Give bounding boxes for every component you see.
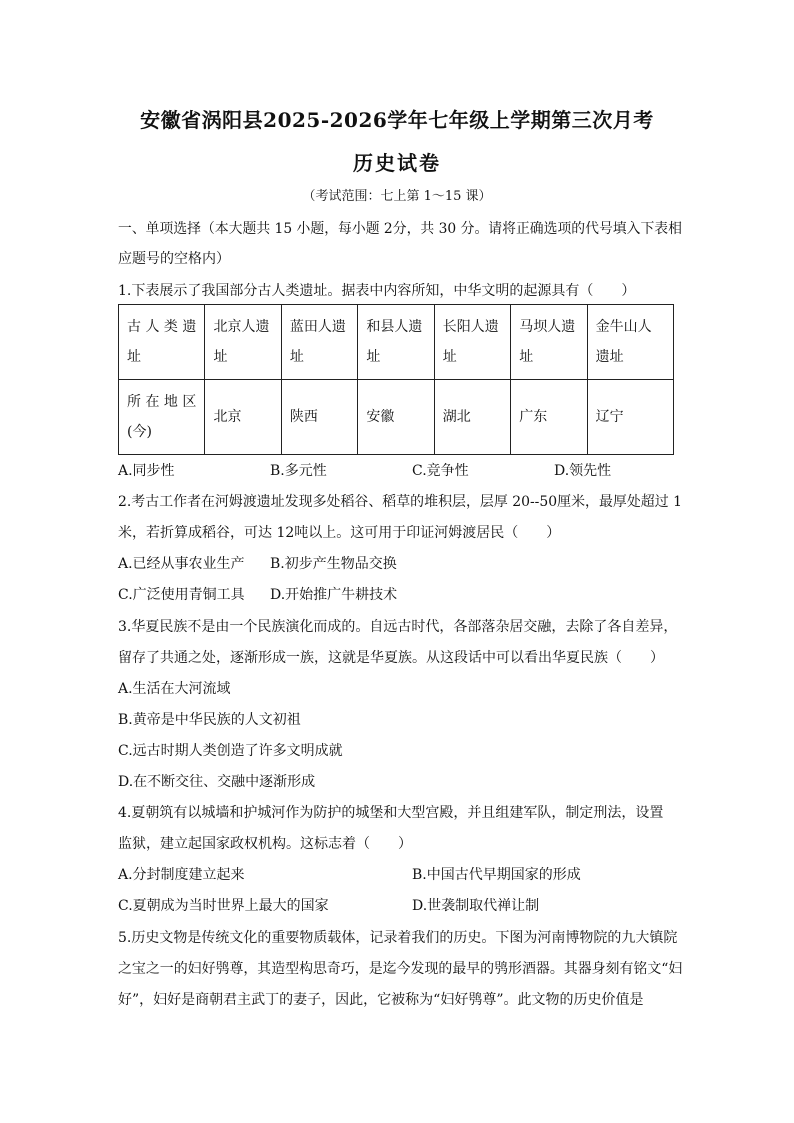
q1-sites-table	[118, 304, 674, 455]
table-cell: 长阳人遗址	[434, 305, 510, 380]
q2-stem-line2: 米，若折算成稻谷，可达 12吨以上。这可用于印证河姆渡居民（ ）	[118, 525, 561, 541]
q1-option-c: C.竞争性	[412, 463, 469, 479]
table-cell: 和县人遗址	[358, 305, 434, 380]
table-cell: 北京	[205, 380, 281, 455]
table-row	[119, 305, 674, 380]
q5-stem-line3: 好”，妇好是商朝君主武丁的妻子，因此，它被称为“妇好鸮尊”。此文物的历史价值是	[118, 992, 644, 1008]
q4-stem-line2: 监狱，建立起国家政权机构。这标志着（ ）	[118, 836, 412, 852]
q2-option-c: C.广泛使用青铜工具	[118, 587, 245, 603]
table-cell: 所 在 地 区(今)	[119, 380, 205, 455]
q1-option-b: B.多元性	[270, 463, 327, 479]
table-row	[119, 380, 674, 455]
q5-stem-line2: 之宝之一的妇好鸮尊，其造型构思奇巧，是迄今发现的最早的鸮形酒器。其器身刻有铭文“妇	[118, 961, 683, 977]
table-cell: 湖北	[434, 380, 510, 455]
table-cell: 安徽	[358, 380, 434, 455]
q2-option-d: D.开始推广牛耕技术	[270, 587, 398, 603]
q3-option-d: D.在不断交往、交融中逐渐形成	[118, 774, 316, 790]
q2-option-a: A.已经从事农业生产	[118, 556, 245, 572]
table-cell: 陕西	[281, 380, 357, 455]
q3-option-a: A.生活在大河流域	[118, 681, 231, 697]
table-cell: 北京人遗址	[205, 305, 281, 380]
q1-stem: 1.下表展示了我国部分古人类遗址。据表中内容所知，中华文明的起源具有（ ）	[118, 283, 636, 299]
table-cell: 古 人 类 遗 址	[119, 305, 205, 380]
q4-option-c: C.夏朝成为当时世界上最大的国家	[118, 898, 329, 914]
exam-scope: （考试范围：七上第 1～15 课）	[302, 189, 492, 204]
q2-stem-line1: 2.考古工作者在河姆渡遗址发现多处稻谷、稻草的堆积层，层厚 20--50厘米，最厚处超过 1	[118, 494, 683, 510]
q1-option-a: A.同步性	[118, 463, 175, 479]
table-cell: 马坝人遗址	[511, 305, 587, 380]
q4-option-a: A.分封制度建立起来	[118, 867, 245, 883]
q4-option-b: B.中国古代早期国家的形成	[412, 867, 581, 883]
q1-option-d: D.领先性	[554, 463, 612, 479]
table-cell: 辽宁	[587, 380, 673, 455]
table-cell: 广东	[511, 380, 587, 455]
q2-option-b: B.初步产生物品交换	[270, 556, 397, 572]
section-instruction-line2: 应题号的空格内）	[118, 251, 230, 267]
q3-option-b: B.黄帝是中华民族的人文初祖	[118, 712, 301, 728]
exam-title: 安徽省涡阳县2025-2026学年七年级上学期第三次月考	[140, 108, 654, 132]
table-cell: 金牛山人遗址	[587, 305, 673, 380]
q3-stem-line1: 3.华夏民族不是由一个民族演化而成的。自远古时代，各部落杂居交融，去除了各自差异，	[118, 619, 678, 635]
q3-option-c: C.远古时期人类创造了许多文明成就	[118, 743, 343, 759]
q4-option-d: D.世袭制取代禅让制	[412, 898, 540, 914]
table-cell: 蓝田人遗址	[281, 305, 357, 380]
q3-stem-line2: 留存了共通之处，逐渐形成一族，这就是华夏族。从这段话中可以看出华夏民族（ ）	[118, 650, 664, 666]
q5-stem-line1: 5.历史文物是传统文化的重要物质载体，记录着我们的历史。下图为河南博物院的九大镇院	[118, 930, 678, 946]
section-instruction-line1: 一、单项选择（本大题共 15 小题，每小题 2分，共 30 分。请将正确选项的代号填入下表相	[118, 221, 682, 237]
q4-stem-line1: 4.夏朝筑有以城墙和护城河作为防护的城堡和大型宫殿，并且组建军队，制定刑法，设置	[118, 805, 664, 821]
exam-subject: 历史试卷	[353, 151, 441, 175]
